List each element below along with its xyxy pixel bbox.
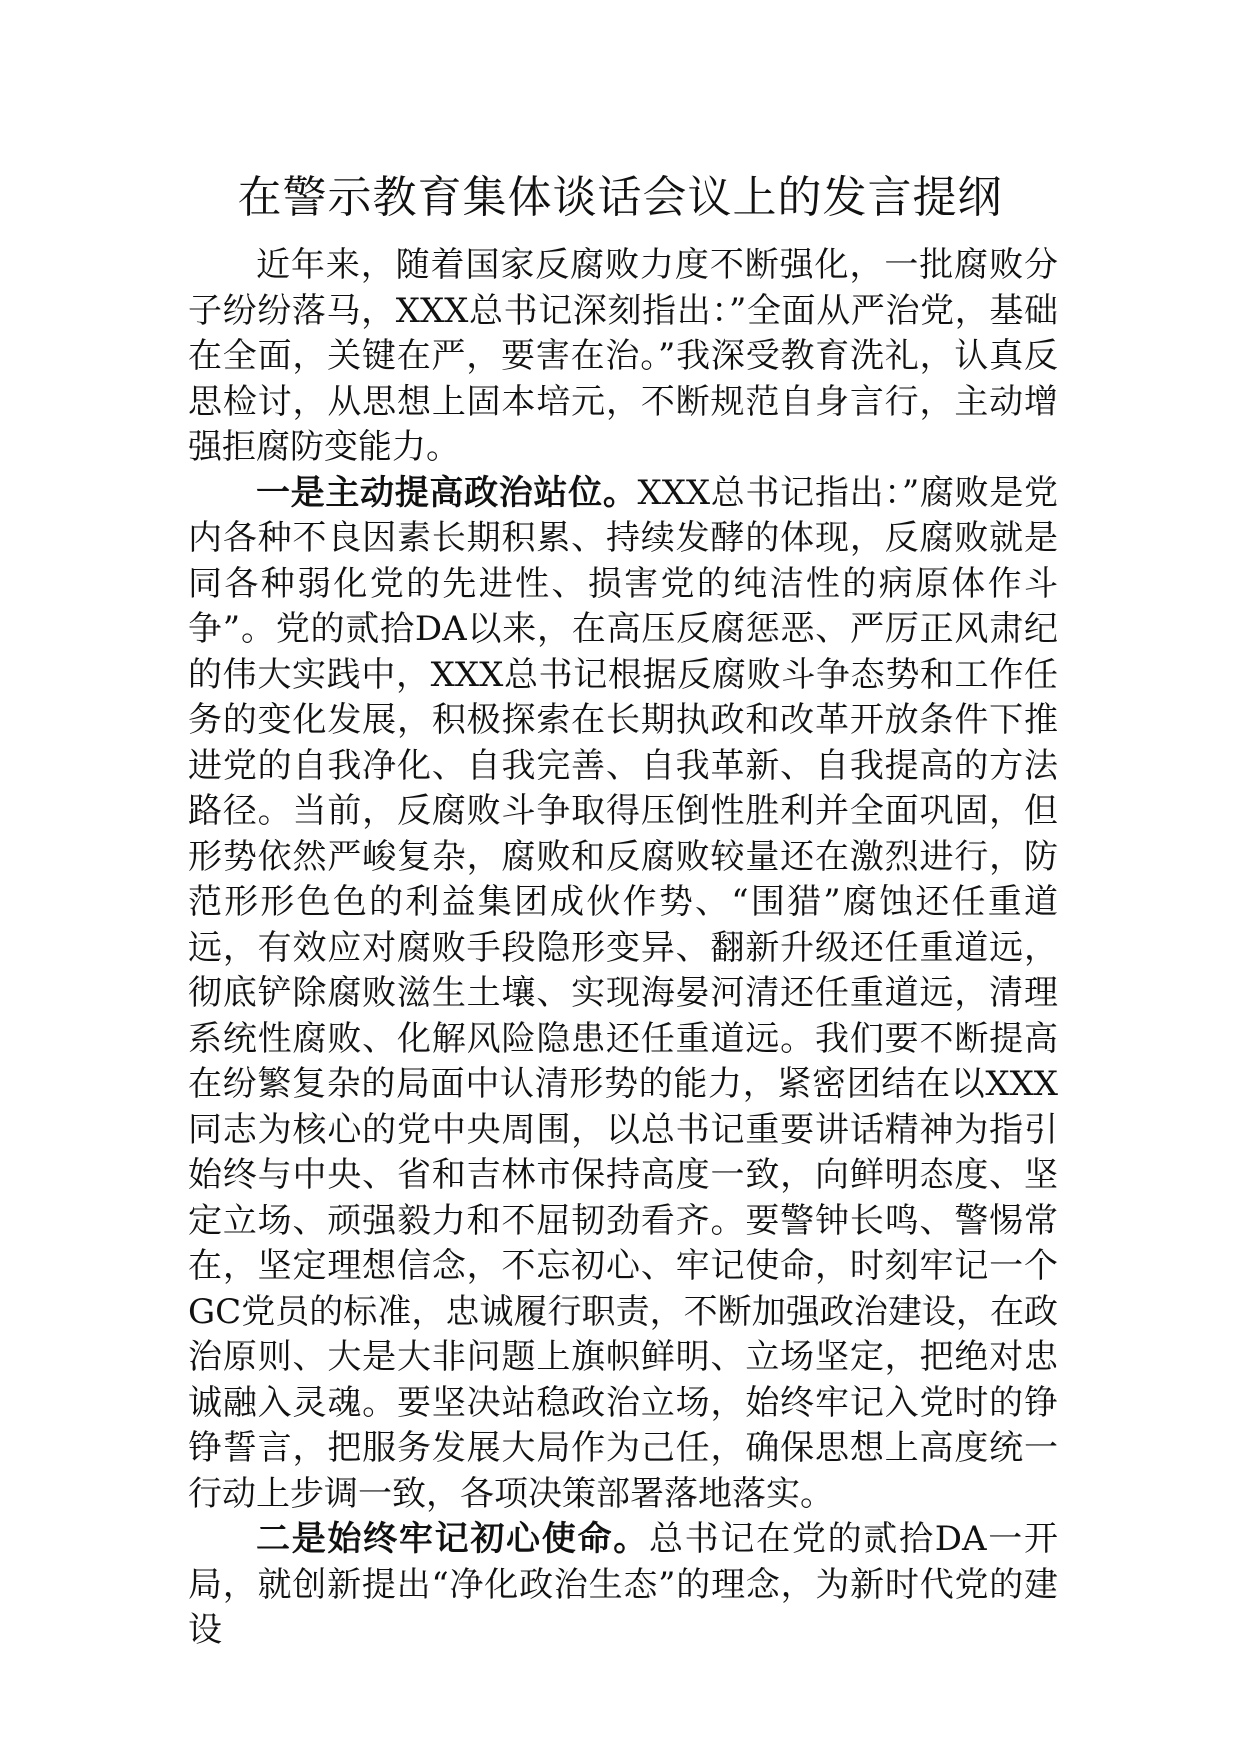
paragraph-point-one xyxy=(188,471,1058,1518)
document-title: 在警示教育集体谈话会议上的发言提纲 xyxy=(237,172,1003,223)
paragraph-text: 近年来，随着国家反腐败力度不断强化，一批腐败分子纷纷落马，XXX总书记深刻指出：”全面从严治党，基础在全面，关键在严，要害在治。”我深受教育洗礼，认真反思检讨，从思想上固本培元，不断规范自身言行，主动增强拒腐防变能力。 xyxy=(188,245,1058,467)
paragraph-heading: 二是始终牢记初心使命。 xyxy=(256,1519,649,1559)
document-body xyxy=(188,243,1058,1654)
paragraph-text: XXX总书记指出：”腐败是党内各种不良因素长期积累、持续发酵的体现，反腐败就是同各种弱化党的先进性、损害党的纯洁性的病原体作斗争”。党的贰拾DA以来，在高压反腐惩恶、严厉正风肃纪的伟大实践中，XXX总书记根据反腐败斗争态势和工作任务的变化发展，积极探索在长期执政和改革开放条件下推进党的自我净化、自我完善、自我革新、自我提高的方法路径。当前，反腐败斗争取得压倒性胜利并全面巩固，但形势依然严峻复杂，腐败和反腐败较量还在激烈进行，防范形形色色的利益集团成伙作势、“围猎”腐蚀还任重道远，有效应对腐败手段隐形变异、翻新升级还任重道远，彻底铲除腐败滋生土壤、实现海晏河清还任重道远，清理系统性腐败、化解风险隐患还任重道远。我们要不断提高在纷繁复杂的局面中认清形势的能力，紧密团结在以XXX同志为核心的党中央周围，以总书记重要讲话精神为指引始终与中央、省和吉林市保持高度一致，向鲜明态度、坚定立场、顽强毅力和不屈韧劲看齐。要警钟长鸣、警惕常在，坚定理想信念，不忘初心、牢记使命，时刻牢记一个GC党员的标准，忠诚履行职责，不断加强政治建设，在政治原则、大是大非问题上旗帜鲜明、立场坚定，把绝对忠诚融入灵魂。要坚决站稳政治立场，始终牢记入党时的铮铮誓言，把服务发展大局作为己任，确保思想上高度统一行动上步调一致，各项决策部署落地落实。 xyxy=(188,472,1058,1514)
paragraph-intro xyxy=(188,243,1058,471)
paragraph-text: 总书记在党的贰拾DA一开局，就创新提出“净化政治生态”的理念，为新时代党的建设 xyxy=(188,1519,1058,1650)
paragraph-point-two xyxy=(188,1517,1058,1654)
paragraph-heading: 一是主动提高政治站位。 xyxy=(256,472,638,513)
